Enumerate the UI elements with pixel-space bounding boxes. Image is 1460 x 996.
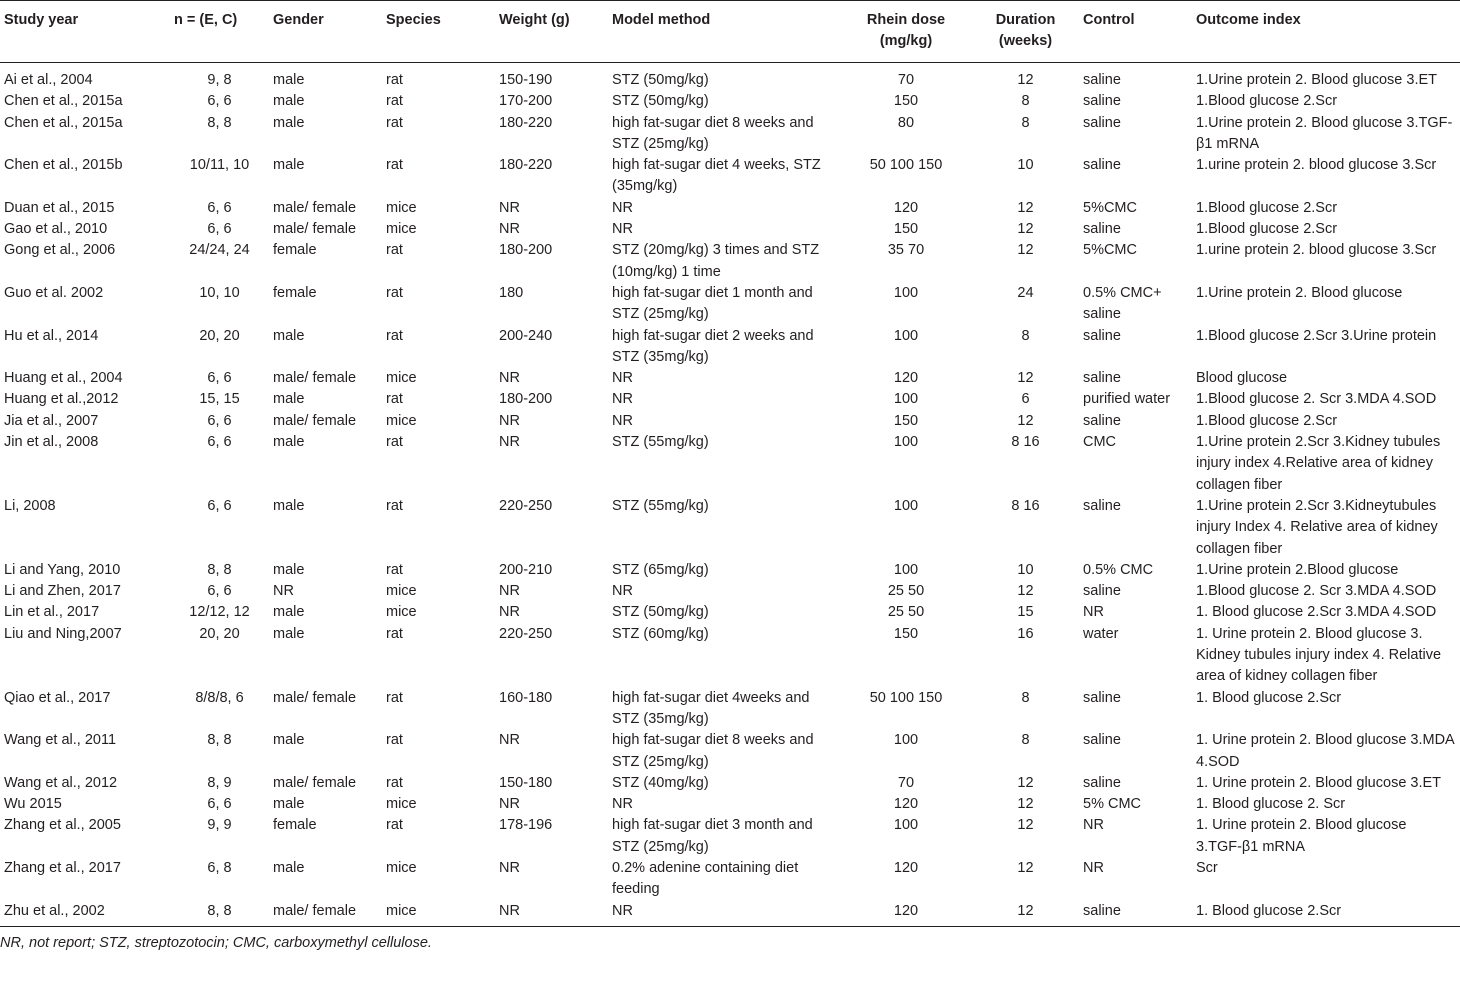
cell-control: saline	[1083, 221, 1121, 238]
cell-gender: male/ female	[273, 221, 357, 238]
cell-study-year: Wu 2015	[4, 796, 62, 813]
cell-species: mice	[386, 902, 417, 919]
cell-species: rat	[386, 93, 403, 110]
cell-species: mice	[386, 412, 417, 429]
cell-gender: male/ female	[273, 370, 357, 387]
cell-duration: 6	[1021, 391, 1030, 408]
cell-weight: NR	[499, 412, 520, 429]
cell-outcome-index: 1.Blood glucose 2.Scr	[1196, 199, 1338, 216]
cell-n: 8, 8	[207, 902, 232, 919]
table-row	[0, 155, 1460, 198]
cell-outcome-index: 1.Urine protein 2.Scr 3.Kidney tubules injury index 4.Relative area of kidney collagen fiber	[1196, 434, 1441, 493]
cell-gender: male	[273, 561, 305, 578]
cell-outcome-index: 1.Blood glucose 2.Scr 3.Urine protein	[1196, 327, 1437, 344]
table-row	[0, 411, 1460, 432]
cell-rhein-dose: 120	[893, 796, 919, 813]
cell-control: 0.5% CMC	[1083, 561, 1154, 578]
cell-n: 8, 8	[207, 732, 232, 749]
cell-species: rat	[386, 732, 403, 749]
cell-outcome-index: 1.Blood glucose 2.Scr	[1196, 93, 1338, 110]
cell-control: 5% CMC	[1083, 796, 1142, 813]
cell-study-year: Zhu et al., 2002	[4, 902, 105, 919]
cell-species: rat	[386, 114, 403, 131]
cell-duration: 8	[1021, 93, 1030, 110]
cell-rhein-dose: 25 50	[887, 583, 925, 600]
cell-n: 6, 6	[207, 370, 232, 387]
cell-rhein-dose: 100	[893, 327, 919, 344]
cell-model-method: high fat-sugar diet 4weeks and STZ (35mg/kg)	[612, 689, 810, 727]
cell-weight: NR	[499, 370, 520, 387]
cell-control: saline	[1083, 412, 1121, 429]
cell-n: 9, 8	[207, 72, 232, 88]
cell-model-method: STZ (55mg/kg)	[612, 497, 709, 514]
cell-n: 10, 10	[199, 284, 240, 301]
cell-study-year: Guo et al. 2002	[4, 284, 104, 301]
cell-n: 6, 6	[207, 497, 232, 514]
cell-control: saline	[1083, 732, 1121, 749]
cell-n: 6, 6	[207, 412, 232, 429]
cell-gender: female	[273, 817, 317, 834]
cell-study-year: Huang et al., 2004	[4, 370, 123, 387]
cell-control: saline	[1083, 370, 1121, 387]
cell-n: 10/11, 10	[189, 157, 250, 174]
cell-study-year: Hu et al., 2014	[4, 327, 99, 344]
cell-study-year: Ai et al., 2004	[4, 72, 93, 88]
cell-weight: NR	[499, 859, 520, 876]
cell-study-year: Huang et al.,2012	[4, 391, 119, 408]
cell-outcome-index: 1.Urine protein 2. Blood glucose 3.ET	[1196, 72, 1437, 88]
cell-duration: 12	[1017, 902, 1034, 919]
cell-gender: male	[273, 327, 305, 344]
cell-rhein-dose: 120	[893, 370, 919, 387]
cell-rhein-dose: 120	[893, 199, 919, 216]
cell-n: 6, 8	[207, 859, 232, 876]
cell-study-year: Chen et al., 2015a	[4, 93, 123, 110]
cell-study-year: Li and Zhen, 2017	[4, 583, 121, 600]
cell-gender: male	[273, 732, 305, 749]
cell-gender: male	[273, 93, 305, 110]
cell-gender: male	[273, 625, 305, 642]
cell-rhein-dose: 150	[893, 221, 919, 238]
table-row	[0, 432, 1460, 496]
cell-model-method: NR	[612, 902, 633, 919]
table-footnote: NR, not report; STZ, streptozotocin; CMC, carboxymethyl cellulose.	[0, 934, 432, 951]
table-row	[0, 63, 1460, 92]
cell-weight: 180-220	[499, 114, 553, 131]
table-row	[0, 560, 1460, 581]
cell-model-method: STZ (50mg/kg)	[612, 72, 709, 88]
cell-rhein-dose: 150	[893, 412, 919, 429]
cell-duration: 12	[1017, 412, 1034, 429]
cell-weight: NR	[499, 221, 520, 238]
cell-model-method: high fat-sugar diet 8 weeks and STZ (25mg/kg)	[612, 114, 814, 152]
cell-model-method: STZ (50mg/kg)	[612, 604, 709, 621]
header-outcome-index: Outcome index	[1196, 12, 1301, 28]
cell-rhein-dose: 100	[893, 561, 919, 578]
cell-weight: 160-180	[499, 689, 553, 706]
cell-rhein-dose: 100	[893, 817, 919, 834]
cell-weight: 180-220	[499, 157, 553, 174]
table-row	[0, 773, 1460, 794]
cell-outcome-index: 1.Urine protein 2. Blood glucose	[1196, 284, 1403, 301]
cell-species: rat	[386, 391, 403, 408]
cell-gender: male	[273, 497, 305, 514]
cell-outcome-index: 1.Blood glucose 2. Scr 3.MDA 4.SOD	[1196, 391, 1437, 408]
cell-study-year: Zhang et al., 2017	[4, 859, 121, 876]
cell-control: saline	[1083, 72, 1121, 88]
cell-model-method: NR	[612, 221, 633, 238]
cell-rhein-dose: 50 100 150	[869, 157, 943, 174]
cell-study-year: Gao et al., 2010	[4, 221, 108, 238]
header-control: Control	[1083, 12, 1135, 28]
cell-rhein-dose: 100	[893, 391, 919, 408]
cell-n: 6, 6	[207, 796, 232, 813]
cell-n: 20, 20	[199, 625, 240, 642]
table-row	[0, 730, 1460, 773]
header-model-method: Model method	[612, 12, 711, 28]
cell-weight: NR	[499, 583, 520, 600]
cell-n: 8, 8	[207, 561, 232, 578]
cell-rhein-dose: 70	[897, 774, 915, 791]
cell-control: saline	[1083, 774, 1121, 791]
table-row	[0, 815, 1460, 858]
cell-model-method: high fat-sugar diet 1 month and STZ (25mg/kg)	[612, 284, 813, 323]
cell-species: rat	[386, 689, 403, 706]
table-row	[0, 240, 1460, 283]
cell-n: 20, 20	[199, 327, 240, 344]
cell-outcome-index: 1. Blood glucose 2.Scr 3.MDA 4.SOD	[1196, 604, 1437, 621]
cell-weight: 200-240	[499, 327, 553, 344]
cell-weight: 180-200	[499, 391, 553, 408]
table-row	[0, 368, 1460, 389]
table-row	[0, 581, 1460, 602]
cell-rhein-dose: 80	[897, 114, 915, 131]
cell-model-method: NR	[612, 412, 633, 429]
cell-weight: NR	[499, 434, 520, 451]
cell-weight: 150-180	[499, 774, 553, 791]
cell-n: 15, 15	[199, 391, 240, 408]
cell-control: saline	[1083, 583, 1121, 600]
cell-weight: 170-200	[499, 93, 553, 110]
header-rhein-dose: Rhein dose (mg/kg)	[866, 12, 946, 49]
header-weight: Weight (g)	[499, 12, 570, 28]
cell-n: 6, 6	[207, 93, 232, 110]
cell-duration: 12	[1017, 774, 1034, 791]
cell-duration: 15	[1017, 604, 1034, 621]
cell-gender: male	[273, 157, 305, 174]
cell-species: rat	[386, 561, 403, 578]
cell-model-method: STZ (50mg/kg)	[612, 93, 709, 110]
cell-rhein-dose: 100	[893, 284, 919, 301]
cell-n: 6, 6	[207, 221, 232, 238]
cell-gender: male/ female	[273, 199, 357, 216]
cell-gender: female	[273, 284, 317, 301]
table-row	[0, 602, 1460, 623]
cell-gender: male	[273, 434, 305, 451]
cell-weight: 180	[499, 284, 524, 301]
cell-duration: 8	[1021, 689, 1030, 706]
cell-control: saline	[1083, 93, 1121, 110]
cell-species: mice	[386, 583, 417, 600]
cell-outcome-index: 1.urine protein 2. blood glucose 3.Scr	[1196, 242, 1437, 259]
cell-duration: 10	[1017, 561, 1034, 578]
cell-outcome-index: 1.Urine protein 2. Blood glucose 3.TGF-β1 mRNA	[1196, 114, 1453, 152]
cell-control: CMC	[1083, 434, 1117, 451]
header-species: Species	[386, 12, 441, 28]
cell-rhein-dose: 100	[893, 497, 919, 514]
cell-model-method: STZ (55mg/kg)	[612, 434, 709, 451]
cell-study-year: Wang et al., 2011	[4, 732, 117, 749]
table-row	[0, 91, 1460, 112]
cell-control: saline	[1083, 902, 1121, 919]
header-study-year: Study year	[4, 12, 79, 28]
cell-gender: male	[273, 114, 305, 131]
cell-study-year: Jia et al., 2007	[4, 412, 99, 429]
cell-species: mice	[386, 199, 417, 216]
cell-duration: 8 16	[1011, 434, 1040, 451]
cell-rhein-dose: 35 70	[887, 242, 925, 259]
cell-model-method: high fat-sugar diet 3 month and STZ (25mg/kg)	[612, 817, 813, 855]
cell-control: 5%CMC	[1083, 242, 1137, 259]
cell-weight: 150-190	[499, 72, 553, 88]
cell-gender: NR	[273, 583, 294, 600]
cell-model-method: NR	[612, 370, 633, 387]
cell-species: rat	[386, 434, 403, 451]
cell-rhein-dose: 150	[893, 625, 919, 642]
cell-weight: 220-250	[499, 497, 553, 514]
cell-control: 0.5% CMC+ saline	[1083, 284, 1162, 323]
cell-n: 9, 9	[207, 817, 232, 834]
cell-outcome-index: 1. Blood glucose 2.Scr	[1196, 689, 1342, 706]
cell-weight: 178-196	[499, 817, 553, 834]
cell-gender: male	[273, 391, 305, 408]
cell-model-method: STZ (20mg/kg) 3 times and STZ (10mg/kg) 1 time	[612, 242, 820, 280]
cell-duration: 8	[1021, 327, 1030, 344]
cell-n: 6, 6	[207, 434, 232, 451]
cell-duration: 12	[1017, 583, 1034, 600]
cell-control: NR	[1083, 817, 1104, 834]
table-row	[0, 283, 1460, 326]
cell-outcome-index: Blood glucose	[1196, 370, 1288, 387]
cell-duration: 12	[1017, 221, 1034, 238]
table-row	[0, 794, 1460, 815]
table-row	[0, 858, 1460, 901]
cell-rhein-dose: 150	[893, 93, 919, 110]
cell-duration: 10	[1017, 157, 1034, 174]
cell-study-year: Duan et al., 2015	[4, 199, 115, 216]
cell-study-year: Chen et al., 2015b	[4, 157, 123, 174]
cell-gender: male	[273, 796, 305, 813]
cell-duration: 12	[1017, 370, 1034, 387]
cell-species: rat	[386, 242, 403, 259]
cell-model-method: NR	[612, 391, 633, 408]
table-row	[0, 219, 1460, 240]
table-body	[0, 63, 1460, 927]
cell-study-year: Qiao et al., 2017	[4, 689, 111, 706]
cell-outcome-index: 1.urine protein 2. blood glucose 3.Scr	[1196, 157, 1437, 174]
cell-model-method: high fat-sugar diet 2 weeks and STZ (35mg/kg)	[612, 327, 814, 365]
cell-duration: 8	[1021, 114, 1030, 131]
cell-weight: 180-200	[499, 242, 553, 259]
cell-n: 8/8/8, 6	[195, 689, 244, 706]
cell-n: 8, 9	[207, 774, 232, 791]
cell-species: rat	[386, 157, 403, 174]
table-row	[0, 198, 1460, 219]
cell-species: rat	[386, 327, 403, 344]
cell-rhein-dose: 70	[897, 72, 915, 88]
cell-control: NR	[1083, 604, 1104, 621]
cell-model-method: NR	[612, 199, 633, 216]
cell-duration: 16	[1017, 625, 1034, 642]
cell-model-method: STZ (40mg/kg)	[612, 774, 709, 791]
cell-duration: 12	[1017, 242, 1034, 259]
cell-study-year: Li, 2008	[4, 497, 56, 514]
cell-weight: 200-210	[499, 561, 553, 578]
cell-species: mice	[386, 221, 417, 238]
cell-study-year: Liu and Ning,2007	[4, 625, 122, 642]
cell-weight: NR	[499, 199, 520, 216]
cell-model-method: STZ (65mg/kg)	[612, 561, 709, 578]
cell-outcome-index: 1.Urine protein 2.Blood glucose	[1196, 561, 1399, 578]
cell-outcome-index: 1. Urine protein 2. Blood glucose 3.MDA 4.SOD	[1196, 732, 1454, 770]
cell-outcome-index: 1.Blood glucose 2.Scr	[1196, 221, 1338, 238]
cell-duration: 12	[1017, 796, 1034, 813]
cell-species: mice	[386, 370, 417, 387]
cell-gender: male	[273, 72, 305, 88]
cell-control: water	[1083, 625, 1119, 642]
table-row	[0, 113, 1460, 156]
cell-species: mice	[386, 796, 417, 813]
cell-weight: NR	[499, 604, 520, 621]
cell-weight: NR	[499, 796, 520, 813]
cell-duration: 12	[1017, 72, 1034, 88]
table-row	[0, 901, 1460, 927]
cell-duration: 12	[1017, 199, 1034, 216]
cell-control: saline	[1083, 327, 1121, 344]
cell-model-method: NR	[612, 583, 633, 600]
cell-study-year: Zhang et al., 2005	[4, 817, 121, 834]
cell-model-method: NR	[612, 796, 633, 813]
cell-study-year: Chen et al., 2015a	[4, 114, 123, 131]
cell-outcome-index: Scr	[1196, 859, 1218, 876]
cell-control: saline	[1083, 157, 1121, 174]
header-duration: Duration (weeks)	[995, 12, 1056, 49]
table-row	[0, 496, 1460, 560]
table-header-row	[0, 1, 1460, 63]
cell-study-year: Jin et al., 2008	[4, 434, 99, 451]
cell-weight: NR	[499, 732, 520, 749]
cell-model-method: 0.2% adenine containing diet feeding	[612, 859, 799, 898]
cell-species: mice	[386, 604, 417, 621]
cell-rhein-dose: 120	[893, 902, 919, 919]
cell-control: saline	[1083, 114, 1121, 131]
table-row	[0, 688, 1460, 731]
cell-outcome-index: 1. Blood glucose 2. Scr	[1196, 796, 1346, 813]
cell-gender: male/ female	[273, 902, 357, 919]
cell-duration: 12	[1017, 817, 1034, 834]
cell-species: rat	[386, 817, 403, 834]
cell-outcome-index: 1. Urine protein 2. Blood glucose 3.ET	[1196, 774, 1442, 791]
table-row	[0, 624, 1460, 688]
cell-species: mice	[386, 859, 417, 876]
cell-rhein-dose: 100	[893, 434, 919, 451]
cell-rhein-dose: 50 100 150	[869, 689, 943, 706]
cell-duration: 8	[1021, 732, 1030, 749]
cell-model-method: high fat-sugar diet 8 weeks and STZ (25mg/kg)	[612, 732, 814, 770]
cell-outcome-index: 1.Blood glucose 2.Scr	[1196, 412, 1338, 429]
cell-rhein-dose: 120	[893, 859, 919, 876]
cell-duration: 12	[1017, 859, 1034, 876]
cell-outcome-index: 1. Urine protein 2. Blood glucose 3. Kidney tubules injury index 4. Relative area of kidney collagen fiber	[1196, 625, 1442, 685]
cell-rhein-dose: 25 50	[887, 604, 925, 621]
cell-n: 8, 8	[207, 114, 232, 131]
cell-gender: male/ female	[273, 774, 357, 791]
cell-outcome-index: 1.Urine protein 2.Scr 3.Kidneytubules injury Index 4. Relative area of kidney collagen fiber	[1196, 497, 1438, 557]
cell-control: saline	[1083, 689, 1121, 706]
cell-outcome-index: 1. Blood glucose 2.Scr	[1196, 902, 1342, 919]
table-row	[0, 326, 1460, 369]
cell-n: 24/24, 24	[189, 242, 250, 259]
cell-species: rat	[386, 284, 403, 301]
cell-gender: male	[273, 859, 305, 876]
cell-n: 12/12, 12	[189, 604, 250, 621]
cell-species: rat	[386, 72, 403, 88]
cell-duration: 24	[1017, 284, 1034, 301]
cell-outcome-index: 1.Blood glucose 2. Scr 3.MDA 4.SOD	[1196, 583, 1437, 600]
cell-study-year: Gong et al., 2006	[4, 242, 116, 259]
cell-species: rat	[386, 497, 403, 514]
cell-model-method: high fat-sugar diet 4 weeks, STZ (35mg/kg)	[612, 157, 821, 195]
header-gender: Gender	[273, 12, 324, 28]
cell-control: NR	[1083, 859, 1104, 876]
cell-weight: NR	[499, 902, 520, 919]
cell-weight: 220-250	[499, 625, 553, 642]
cell-model-method: STZ (60mg/kg)	[612, 625, 709, 642]
cell-study-year: Lin et al., 2017	[4, 604, 100, 621]
cell-gender: male/ female	[273, 689, 357, 706]
cell-gender: female	[273, 242, 317, 259]
cell-n: 6, 6	[207, 583, 232, 600]
cell-rhein-dose: 100	[893, 732, 919, 749]
cell-study-year: Li and Yang, 2010	[4, 561, 121, 578]
cell-species: rat	[386, 625, 403, 642]
cell-duration: 8 16	[1011, 497, 1040, 514]
cell-control: purified water	[1083, 391, 1171, 408]
cell-species: rat	[386, 774, 403, 791]
cell-study-year: Wang et al., 2012	[4, 774, 118, 791]
table-row	[0, 389, 1460, 410]
cell-gender: male/ female	[273, 412, 357, 429]
cell-n: 6, 6	[207, 199, 232, 216]
cell-outcome-index: 1. Urine protein 2. Blood glucose 3.TGF-β1 mRNA	[1196, 817, 1407, 855]
cell-control: 5%CMC	[1083, 199, 1137, 216]
cell-control: saline	[1083, 497, 1121, 514]
header-n: n = (E, C)	[174, 12, 238, 28]
cell-gender: male	[273, 604, 305, 621]
